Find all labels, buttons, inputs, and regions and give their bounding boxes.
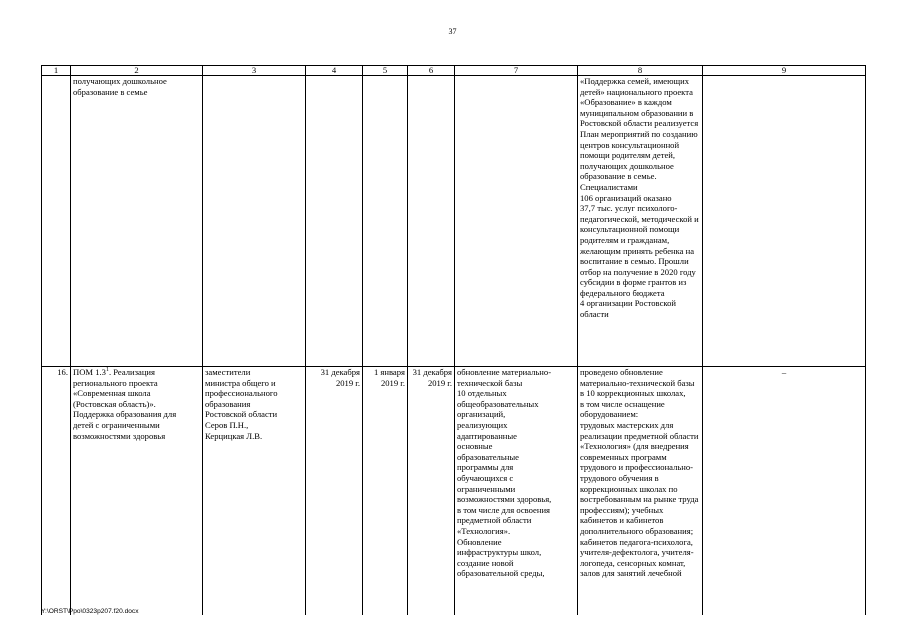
text-line: муниципальном образовании в [580,107,694,118]
text-line: образование в семье. [580,171,657,182]
text-line: в 10 коррекционных школах, [580,388,686,399]
cell-num: 16. [42,367,71,616]
text-line: «Технология». [457,525,511,536]
text-line: материально-технической базы [580,377,695,388]
text-line: образование в семье [73,86,148,97]
text-line: Поддержка образования для [73,409,177,420]
text-line: педагогической, методической и [580,213,699,224]
text-line: проведено обновление [580,367,663,377]
text-line: образования [205,398,251,409]
cell-date-fact-start [363,367,408,616]
text-line: трудовых мастерских для [580,419,674,430]
text-line: обновление материально- [457,367,552,377]
text-line: востребованным на рынке труда [580,494,699,505]
text-line: реализации предметной области [580,430,699,441]
cell-expected-result [455,76,578,367]
text-line: 37,7 тыс. услуг психолого- [580,203,678,214]
text-line: «Образование» в каждом [580,97,672,108]
text-line: программы для [457,462,514,473]
text-line: 106 организаций оказано [580,192,672,203]
text-line: консультационной помощи [580,224,680,235]
text-line: ограниченными [457,483,516,494]
text-line: предметной области [457,515,532,526]
text-line: трудового обучения в [580,472,659,483]
cell-expected-result [455,367,578,616]
cell-date-plan-end [306,367,363,616]
text-line: основные [457,441,493,452]
text-line: 2019 г. [427,377,452,388]
text-line: Ростовской области [205,409,278,420]
text-line: оборудованием: [580,409,639,420]
text-line: учителя-дефектолога, учителя- [580,547,694,558]
text-line: адаптированные [457,430,517,441]
page-number: 37 [448,27,457,36]
col-header-3: 3 [203,66,306,76]
text-line: 2019 г. [335,377,360,388]
text-line: Обновление [457,536,502,547]
text-line: образовательной среды, [457,568,545,579]
cell-date-fact-end [408,367,455,616]
table-row-continued [42,76,866,367]
cell-date-plan-end [306,76,363,367]
column-number-row [42,66,866,76]
col-header-5: 5 [363,66,408,76]
cell-notes [703,76,866,367]
text-line: детей» национального проекта [580,86,693,97]
text-line: общеобразовательных [457,398,539,409]
text-line: отбор на получение в 2020 году [580,266,696,277]
text-line: возможностями здоровья [73,430,166,441]
cell-activity [71,367,203,616]
cell-date-fact-start [363,76,408,367]
text-line: Серов П.Н., [205,419,249,430]
text-line: 31 декабря [412,367,452,377]
activity-first-line: ПОМ $1.3^1$. Реализация [73,367,155,377]
col-header-6: 6 [408,66,455,76]
text-line: детей с ограниченными [73,419,160,430]
col-header-7: 7 [455,66,578,76]
text-line: профессионального [205,388,278,399]
text-line: возможностями здоровья, [457,494,552,505]
cell-num [42,76,71,367]
text-line: организаций, [457,409,506,420]
text-line: желающим принять ребенка на [580,245,695,256]
table-row-16 [42,367,866,616]
text-line: создание новой [457,557,514,568]
cell-responsible [203,367,306,616]
cell-actual-result [578,76,703,367]
text-line: в том числе оснащение [580,398,665,409]
text-line: трудового и профессионально- [580,462,694,473]
text-line: профессиям); учебных [580,504,664,515]
text-line: субсидии в форме грантов из [580,277,687,288]
cell-notes: – [703,367,866,616]
text-line: Ростовской области реализуется [580,118,699,129]
text-line: 10 отдельных [457,388,507,399]
text-line: «Технология» (для внедрения [580,441,689,452]
text-line: (Ростовская область)». [73,398,156,409]
report-table [41,65,866,615]
col-header-9: 9 [703,66,866,76]
text-line: «Современная школа [73,388,151,399]
text-line: центров консультационной [580,139,680,150]
text-line: технической базы [457,377,523,388]
text-line: 2019 г. [380,377,405,388]
text-line: «Поддержка семей, имеющих [580,76,690,86]
text-line: коррекционных школах по [580,483,678,494]
text-line: воспитание в семью. Прошли [580,256,689,267]
text-line: кабинетов и кабинетов [580,515,664,526]
col-header-8: 8 [578,66,703,76]
text-line: обучающихся с [457,472,514,483]
text-line: залов для занятий лечебной [580,568,682,579]
text-line: дополнительного образования; [580,525,694,536]
text-line: помощи родителям детей, [580,150,676,161]
cell-responsible [203,76,306,367]
cell-date-fact-end [408,76,455,367]
footer-file-path: Y:\ORST\Ppo\0323p207.f20.docx [41,608,139,615]
cell-activity [71,76,203,367]
text-line: заместители [205,367,251,377]
text-line: логопеда, сенсорных комнат, [580,557,686,568]
text-line: в том числе для освоения [457,504,551,515]
col-header-2: 2 [71,66,203,76]
text-line: родителям и гражданам, [580,234,670,245]
text-line: современных программ [580,451,667,462]
text-line: области [580,309,609,320]
text-line: образовательные [457,451,519,462]
cell-actual-result [578,367,703,616]
text-line: План мероприятий по созданию [580,128,698,139]
text-line: 31 декабря [320,367,360,377]
text-line: 1 января [373,367,405,377]
text-line: кабинетов педагога-психолога, [580,536,693,547]
text-line: федерального бюджета [580,287,665,298]
col-header-4: 4 [306,66,363,76]
col-header-1: 1 [42,66,71,76]
text-line: получающих дошкольное [580,160,674,171]
text-line: Керцицкая Л.В. [205,430,263,441]
text-line: Специалистами [580,181,638,192]
text-line: инфраструктуры школ, [457,547,542,558]
text-line: регионального проекта [73,377,158,388]
text-line: получающих дошкольное [73,76,167,86]
text-line: реализующих [457,419,508,430]
text-line: министра общего и [205,377,276,388]
text-line: 4 организации Ростовской [580,298,677,309]
